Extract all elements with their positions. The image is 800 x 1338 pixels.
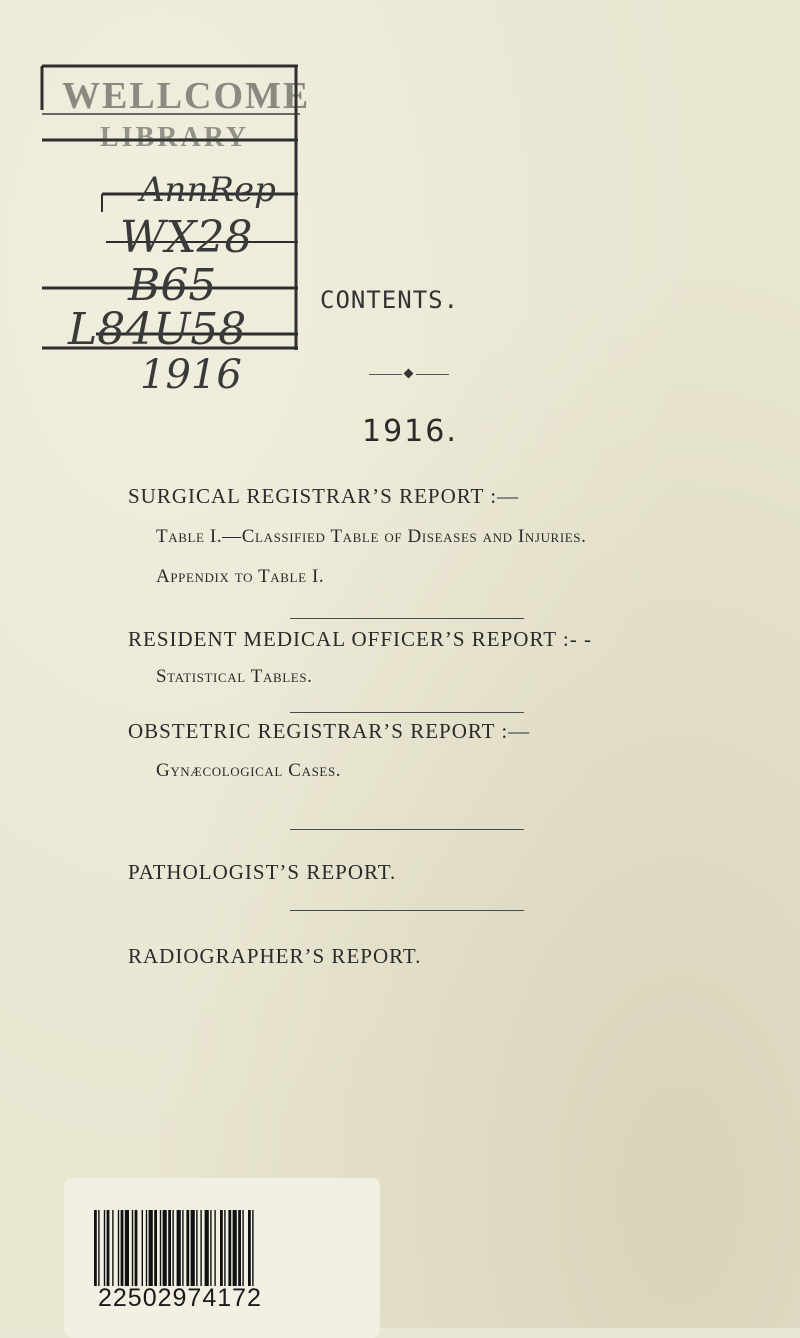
contents-heading: CONTENTS. (320, 286, 460, 314)
barcode-bar (172, 1210, 173, 1286)
barcode-bar (118, 1210, 119, 1286)
report-year: 1916. (362, 414, 458, 449)
divider-rule (290, 829, 524, 830)
barcode-bar (228, 1210, 231, 1286)
divider-rule (290, 910, 524, 911)
barcode-bar (214, 1210, 215, 1286)
toc-heading-radiographer: RADIOGRAPHER’S REPORT. (128, 944, 422, 968)
barcode-bar (168, 1210, 171, 1286)
barcode-bar (191, 1210, 195, 1286)
barcode-bar (142, 1210, 143, 1286)
barcode-bar (182, 1210, 183, 1286)
ornament-line-right (416, 374, 449, 375)
toc-heading-obstetric: OBSTETRIC REGISTRAR’S REPORT :— (128, 719, 531, 743)
barcode-bar (205, 1210, 209, 1286)
barcode-bar (160, 1210, 161, 1286)
stamp-line-wellcome: WELLCOME (62, 75, 311, 117)
divider-rule (290, 712, 524, 713)
barcode-bar (163, 1210, 167, 1286)
barcode-bar (125, 1210, 129, 1286)
barcode-bar (248, 1210, 251, 1286)
stamp-line-year: 1916 (140, 352, 242, 398)
barcode-bar (112, 1210, 113, 1286)
stamp-line-library: LIBRARY (100, 122, 250, 153)
stamp-line-classmark: WX28 (120, 212, 253, 263)
stamp-line-number: B65 (128, 260, 217, 311)
toc-heading-resident-medical: RESIDENT MEDICAL OFFICER’S REPORT :- - (128, 627, 592, 651)
barcode-bar (94, 1210, 97, 1286)
barcode-bar (177, 1210, 181, 1286)
barcode-bar (186, 1210, 189, 1286)
toc-heading-pathologist: PATHOLOGIST’S REPORT. (128, 860, 397, 884)
toc-heading-surgical: SURGICAL REGISTRAR’S REPORT :— (128, 484, 520, 508)
barcode-bar (233, 1210, 237, 1286)
stamp-line-annrep: AnnRep (140, 170, 276, 210)
barcode-bar (121, 1210, 124, 1286)
barcode-bar (224, 1210, 225, 1286)
toc-item-table-1: Table I.—Classified Table of Diseases and Injuries. (156, 526, 587, 547)
ornament-divider (369, 369, 449, 381)
barcode-bar (220, 1210, 223, 1286)
barcode-bar (149, 1210, 153, 1286)
barcode-bar (135, 1210, 138, 1286)
barcode-number: 22502974172 (98, 1284, 262, 1312)
barcode-bar (200, 1210, 201, 1286)
ornament-line-left (369, 374, 402, 375)
diamond-icon (404, 369, 414, 379)
barcode-bar (104, 1210, 105, 1286)
barcode-bar (132, 1210, 133, 1286)
barcode-bar (107, 1210, 110, 1286)
barcode-bar (210, 1210, 211, 1286)
toc-item-appendix: Appendix to Table I. (156, 566, 325, 587)
barcode-bar (238, 1210, 241, 1286)
stamp-line-code: L84U58 (68, 304, 247, 355)
barcode (94, 1210, 346, 1286)
toc-item-statistical-tables: Statistical Tables. (156, 666, 313, 687)
barcode-bar (252, 1210, 253, 1286)
barcode-bar (98, 1210, 99, 1286)
barcode-bar (154, 1210, 157, 1286)
barcode-bar (146, 1210, 147, 1286)
toc-item-gynaecological-cases: Gynæcological Cases. (156, 760, 342, 781)
barcode-bar (242, 1210, 243, 1286)
barcode-bar (196, 1210, 197, 1286)
divider-rule (290, 618, 524, 619)
library-stamp (40, 62, 311, 398)
